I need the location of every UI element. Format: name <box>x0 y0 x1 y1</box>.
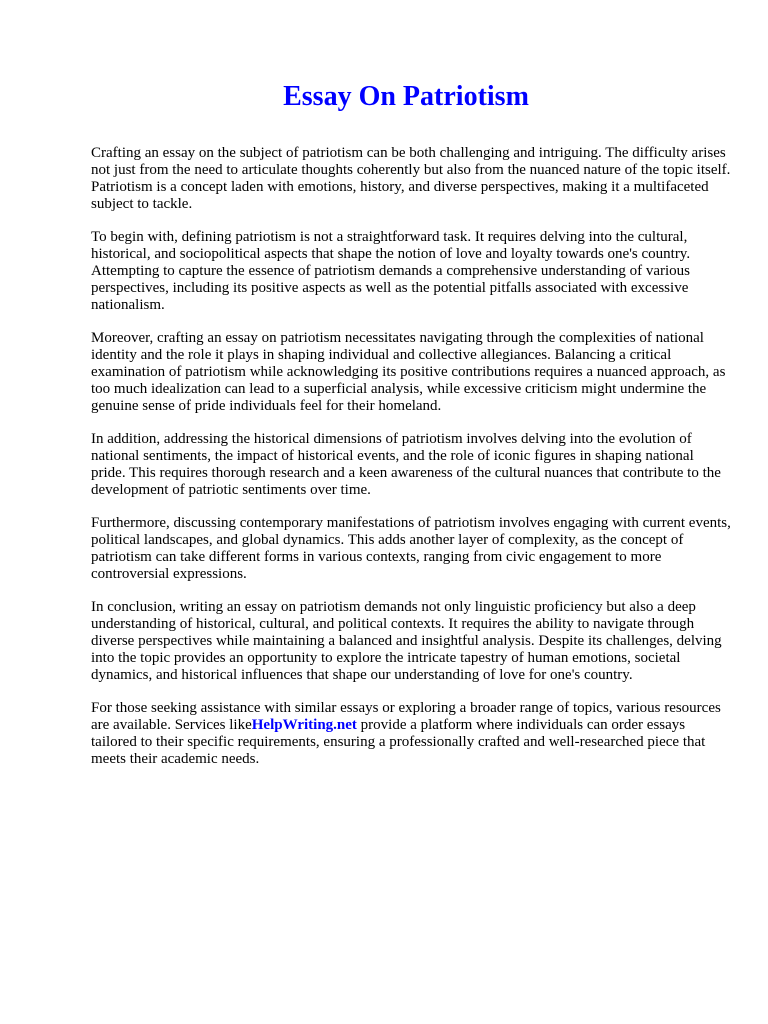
closing-paragraph <box>91 700 731 768</box>
closing-text-after-link: provide a platform where individuals can order essays tailored to their specific requirements, ensuring a professionally crafted and well-researched piece that meets their academic needs. <box>91 717 706 767</box>
paragraph-1: Crafting an essay on the subject of patriotism can be both challenging and intriguing. The difficulty arises not just from the need to articulate thoughts coherently but also from the nuanced nature of the topic itself. Patriotism is a concept laden with emotions, history, and diverse perspectives, making it a multifaceted subject to tackle. <box>91 145 731 212</box>
helpwriting-link[interactable]: HelpWriting.net <box>251 717 357 733</box>
paragraph-2: To begin with, defining patriotism is not a straightforward task. It requires delving into the cultural, historical, and sociopolitical aspects that shape the notion of love and loyalty towards one's country. Attempting to capture the essence of patriotism demands a comprehensive understanding of various perspectives, including its positive aspects as well as the potential pitfalls associated with excessive nationalism. <box>91 229 691 313</box>
paragraph-6: In conclusion, writing an essay on patriotism demands not only linguistic proficiency but also a deep understanding of historical, cultural, and political contexts. It requires the ability to navigate through diverse perspectives while maintaining a balanced and insightful analysis. Despite its challenges, delving into the topic provides an opportunity to explore the intricate tapestry of human emotions, societal dynamics, and historical influences that shape our understanding of love for one's country. <box>91 599 722 683</box>
closing-text-before-link: For those seeking assistance with similar essays or exploring a broader range of topics, various resources are available. Services like <box>91 700 721 733</box>
paragraph-3: Moreover, crafting an essay on patriotism necessitates navigating through the complexities of national identity and the role it plays in shaping individual and collective allegiances. Balancing a critical examination of patriotism while acknowledging its positive contributions requires a nuanced approach, as too much idealization can lead to a superficial analysis, while excessive criticism might undermine the genuine sense of pride individuals feel for their homeland. <box>91 330 726 414</box>
paragraph-4: In addition, addressing the historical dimensions of patriotism involves delving into the evolution of national sentiments, the impact of historical events, and the role of iconic figures in shaping national pride. This requires thorough research and a keen awareness of the cultural nuances that contribute to the development of patriotic sentiments over time. <box>91 431 721 498</box>
paragraph-5: Furthermore, discussing contemporary manifestations of patriotism involves engaging with current events, political landscapes, and global dynamics. This adds another layer of complexity, as the concept of patriotism can take different forms in various contexts, ranging from civic engagement to more controversial expressions. <box>91 515 731 582</box>
page-title: Essay On Patriotism <box>283 81 529 112</box>
essay-body <box>91 145 731 784</box>
